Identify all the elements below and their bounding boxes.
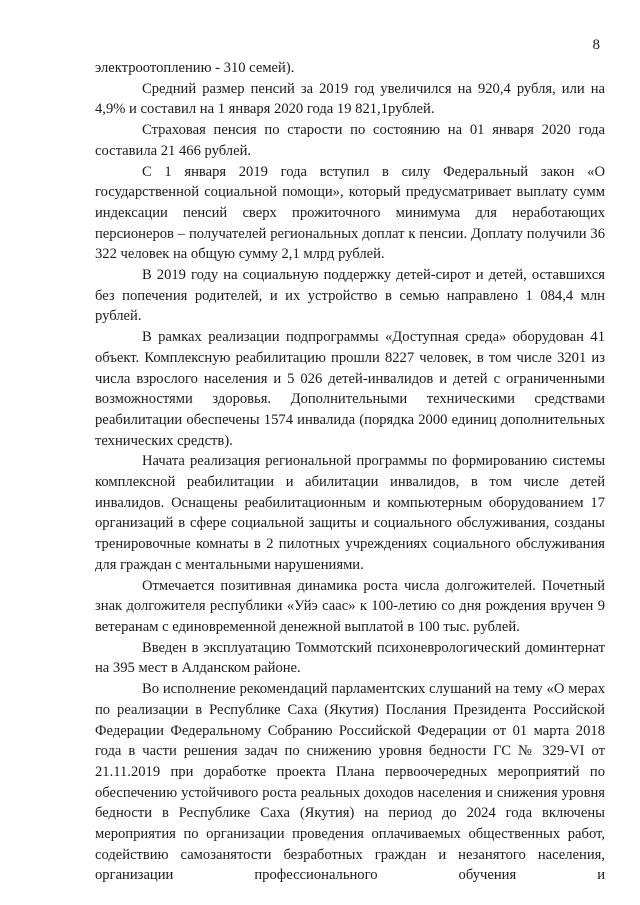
paragraph-average-pension: Средний размер пенсий за 2019 год увеличился на 920,4 рубля, или на 4,9% и составил на 1 января 2020 года 19 821,1рублей.: [95, 80, 605, 118]
paragraph-long-livers: Отмечается позитивная динамика роста числа долгожителей. Почетный знак долгожителя республики «Уйэ саас» к 100-летию со дня рождения вручен 9 ветеранам с единовременной денежной выплатой в 100 тыс. рублей.: [95, 577, 605, 635]
paragraph-parliamentary-hearings: Во исполнение рекомендаций парламентских слушаний на тему «О мерах по реализации в Республике Саха (Якутия) Послания Президента Российской Федерации Федеральному Собранию Российской Федерации от 01 марта 2018 года в части решения задач по снижению уровня бедности ГС № 329-VI от 21.11.2019 при доработке проекта Плана первоочередных мероприятий по обеспечению устойчивого роста реальных доходов населения и снижения уровня бедности в Республике Саха (Якутия) на период до 2024 года включены мероприятия по организации проведения оплачиваемых общественных работ, содействию самозанятости безработных граждан и незанятого населения, организации профессионального обучения и: [95, 681, 605, 884]
paragraph-orphans-support: В 2019 году на социальную поддержку детей-сирот и детей, оставшихся без попечения родителей, и их устройство в семью направлено 1 084,4 млн рублей.: [95, 267, 605, 325]
page-number: 8: [592, 37, 600, 53]
paragraph-social-assistance-law: С 1 января 2019 года вступил в силу Федеральный закон «О государственной социальной помощи», который предусматривает выплату сумм индексации пенсий сверх прожиточного минимума для неработающих персионеров – получателей региональных доплат к пенсии. Доплату получили 36 322 человек на общую сумму 2,1 млрд рублей.: [95, 163, 605, 263]
document-body: [95, 58, 605, 886]
paragraph-tommot-facility: Введен в эксплуатацию Томмотский психоневрологический доминтернат на 395 мест в Алданском районе.: [95, 639, 605, 677]
paragraph-heating-continuation: электроотоплению - 310 семей).: [95, 60, 295, 76]
paragraph-rehabilitation-program: Начата реализация региональной программы по формированию системы комплексной реабилитации и абилитации инвалидов, в том числе детей инвалидов. Оснащены реабилитационным и компьютерным оборудованием 17 организаций в сфере социальной защиты и социального обслуживания, созданы тренировочные комнаты в 2 пилотных учреждениях социального обслуживания для граждан с ментальными нарушениями.: [95, 453, 605, 573]
paragraph-accessible-environment: В рамках реализации подпрограммы «Доступная среда» оборудован 41 объект. Комплексную реабилитацию прошли 8227 человек, в том числе 3201 из числа взрослого населения и 5 026 детей-инвалидов и детей с ограниченными возможностями здоровья. Дополнительными техническими средствами реабилитации обеспечены 1574 инвалида (порядка 2000 единиц дополнительных технических средств).: [95, 329, 605, 449]
paragraph-insurance-pension: Страховая пенсия по старости по состоянию на 01 января 2020 года составила 21 466 рублей.: [95, 122, 605, 159]
